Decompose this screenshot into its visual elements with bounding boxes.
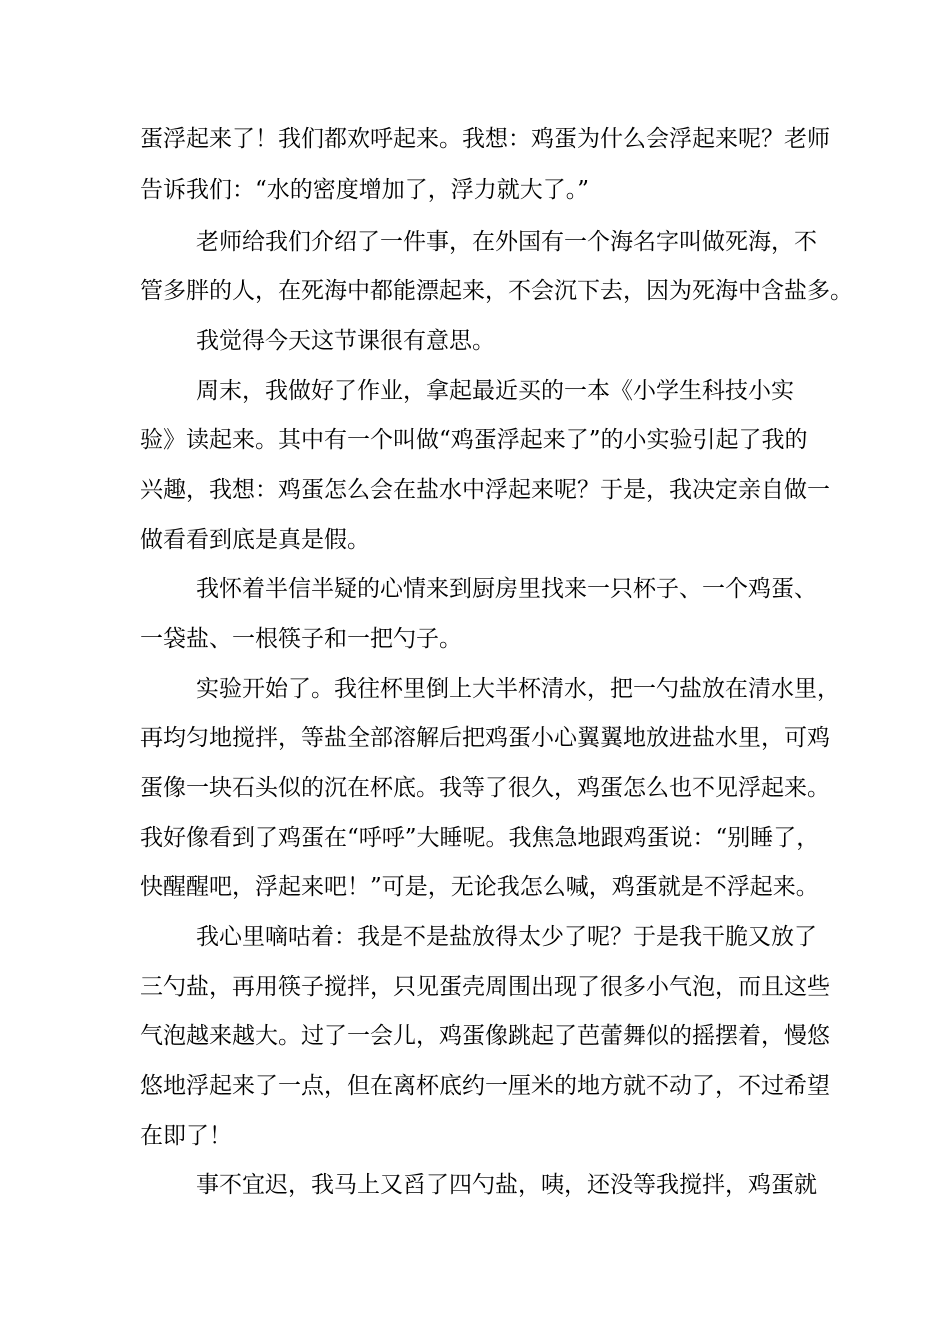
paragraph-start-line: 实验开始了。我往杯里倒上大半杯清水，把一勺盐放在清水里，: [196, 676, 840, 702]
text-line: 兴趣，我想：鸡蛋怎么会在盐水中浮起来呢？于是，我决定亲自做一: [140, 477, 830, 503]
text-line: 在即了！: [140, 1123, 232, 1149]
paragraph-start-line: 老师给我们介绍了一件事，在外国有一个海名字叫做死海，不: [196, 229, 817, 255]
text-line: 告诉我们：“水的密度增加了，浮力就大了。”: [140, 177, 590, 203]
text-line: 验》读起来。其中有一个叫做“鸡蛋浮起来了”的小实验引起了我的: [140, 427, 808, 453]
text-line: 我好像看到了鸡蛋在“呼呼”大睡呢。我焦急地跟鸡蛋说：“别睡了，: [140, 825, 820, 851]
text-line: 快醒醒吧，浮起来吧！”可是，无论我怎么喊，鸡蛋就是不浮起来。: [140, 874, 819, 900]
text-line: 气泡越来越大。过了一会儿，鸡蛋像跳起了芭蕾舞似的摇摆着，慢悠: [140, 1023, 830, 1049]
paragraph-start-line: 周末，我做好了作业，拿起最近买的一本《小学生科技小实: [196, 378, 794, 404]
text-line: 蛋像一块石头似的沉在杯底。我等了很久，鸡蛋怎么也不见浮起来。: [140, 775, 830, 801]
text-line: 悠地浮起来了一点，但在离杯底约一厘米的地方就不动了，不过希望: [140, 1073, 830, 1099]
paragraph-start-line: 我心里嘀咕着：我是不是盐放得太少了呢？于是我干脆又放了: [196, 924, 817, 950]
text-line: 一袋盐、一根筷子和一把勺子。: [140, 626, 462, 652]
text-line: 管多胖的人，在死海中都能漂起来，不会沉下去，因为死海中含盐多。: [140, 278, 853, 304]
paragraph-start-line: 我怀着半信半疑的心情来到厨房里找来一只杯子、一个鸡蛋、: [196, 576, 817, 602]
paragraph-start-line: 我觉得今天这节课很有意思。: [196, 328, 495, 354]
text-line: 再均匀地搅拌，等盐全部溶解后把鸡蛋小心翼翼地放进盐水里，可鸡: [140, 725, 830, 751]
text-line: 做看看到底是真是假。: [140, 527, 370, 553]
text-line: 三勺盐，再用筷子搅拌，只见蛋壳周围出现了很多小气泡，而且这些: [140, 974, 830, 1000]
paragraph-start-line: 事不宜迟，我马上又舀了四勺盐，咦，还没等我搅拌，鸡蛋就: [196, 1172, 817, 1198]
text-line: 蛋浮起来了！我们都欢呼起来。我想：鸡蛋为什么会浮起来呢？老师: [140, 126, 830, 152]
